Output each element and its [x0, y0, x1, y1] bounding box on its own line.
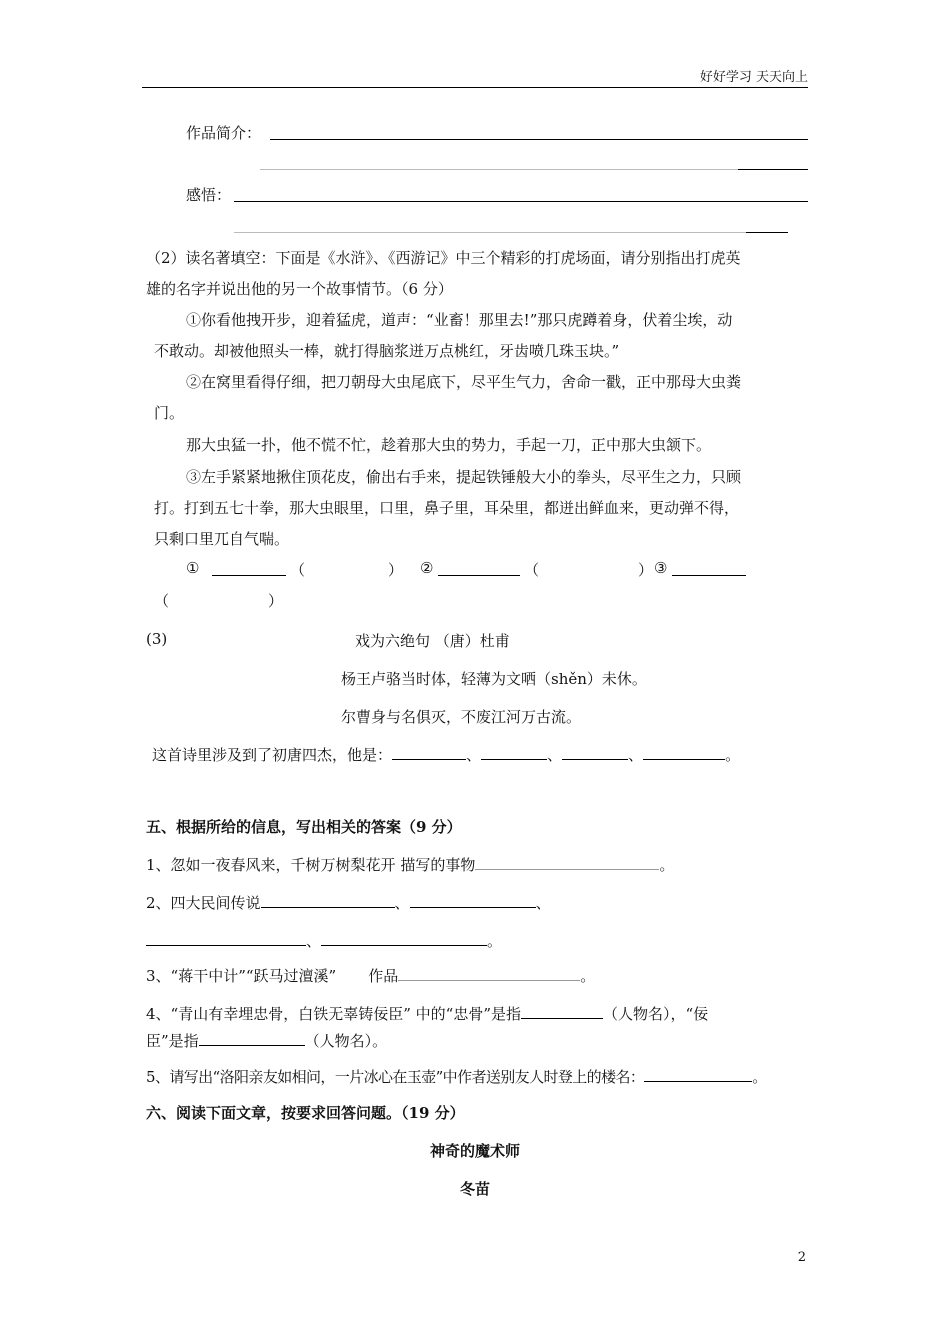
s5-q2-blank-4[interactable] [321, 931, 487, 946]
q2-passage-2-line-3: 那大虫猛一扑，他不慌不忙，趁着那大虫的势力，手起一刀，正中那大虫颔下。 [186, 436, 712, 454]
q2-answer-2-blank[interactable] [438, 575, 520, 576]
q3-number: (3) [146, 630, 168, 648]
q2-passage-3-line-1: ③左手紧紧地揪住顶花皮，偷出右手来，提起铁锤般大小的拳头，尽平生之力，只顾 [186, 468, 742, 486]
s5-q3-text: 3、“蒋干中计”“跃马过澶溪” [146, 967, 337, 985]
q2-passage-1-line-1: ①你看他拽开步，迎着猛虎，道声：“业畜！那里去!”那只虎蹲着身，伏着尘埃，动 [186, 311, 733, 329]
s5-q5 [146, 1066, 767, 1087]
intro-answer-line-2-dotted [260, 169, 738, 170]
s5-q1-end: 。 [659, 856, 675, 874]
q3-blank-2[interactable] [481, 745, 547, 760]
s5-q4-text-3: 臣”是指 [146, 1032, 199, 1050]
s5-q5-text: 5、请写出“洛阳亲友如相问，一片冰心在玉壶”中作者送别友人时登上的楼名： [146, 1068, 645, 1086]
q2-answer-marker-2: ② [420, 559, 434, 577]
q3-end: 。 [725, 746, 741, 764]
q3-blank-3[interactable] [562, 745, 628, 760]
s5-q2-sep-2: 、 [535, 894, 551, 912]
s5-q4-text: 4、“青山有幸埋忠骨，白铁无辜铸佞臣” 中的“忠骨”是指 [146, 1005, 521, 1023]
s5-q1 [146, 854, 674, 875]
s5-q4-text-4: （人物名）。 [304, 1032, 388, 1050]
page-header: 好好学习 天天向上 [699, 70, 808, 85]
q2-answer-marker-1: ① [186, 559, 200, 577]
q2-answer-3-blank[interactable] [672, 575, 746, 576]
header-rule [142, 87, 808, 88]
poem-title: 戏为六绝句 （唐）杜甫 [355, 632, 510, 650]
article-author: 冬苗 [459, 1180, 490, 1198]
q2-answer-3-paren-close: ） [268, 592, 284, 610]
s5-q5-end: 。 [752, 1068, 767, 1086]
s5-q2-text: 2、四大民间传说 [146, 894, 261, 912]
section-6-heading: 六、阅读下面文章，按要求回答问题。（19 分） [146, 1104, 465, 1122]
s5-q4-blank-1[interactable] [521, 1004, 603, 1019]
poem-line-1: 杨王卢骆当时体，轻薄为文哂（shěn）未休。 [341, 670, 647, 688]
s5-q2-sep-3: 、 [306, 932, 322, 950]
s5-q2-blank-2[interactable] [410, 893, 536, 908]
q2-answer-marker-3: ③ [654, 559, 668, 577]
q2-answer-1-paren-close: ） [388, 561, 404, 579]
q2-answer-1-paren-open: （ [290, 561, 306, 579]
q2-answer-1-blank[interactable] [212, 575, 286, 576]
s5-q4-blank-2[interactable] [199, 1031, 305, 1046]
q3-blank-4[interactable] [643, 745, 725, 760]
s5-q4-text-2: （人物名），“佞 [603, 1005, 709, 1023]
s5-q2-continued [146, 930, 502, 951]
s5-q3-end: 。 [580, 967, 596, 985]
q2-passage-2-line-1: ②在窝里看得仔细，把刀朝母大虫尾底下，尽平生气力，舍命一戳，正中那母大虫粪 [186, 373, 742, 391]
s5-q2-blank-1[interactable] [261, 893, 395, 908]
q2-passage-3-line-2: 打。打到五七十拳，那大虫眼里，口里，鼻子里，耳朵里，都迸出鲜血来，更动弹不得， [154, 499, 740, 517]
q2-answer-2-paren-close: ） [638, 561, 654, 579]
feeling-answer-line-2-dotted [234, 232, 746, 233]
intro-answer-line-2[interactable] [738, 169, 808, 170]
s5-q2-end: 。 [487, 932, 503, 950]
q3-sep-2: 、 [547, 746, 563, 764]
q2-answer-2-paren-open: （ [524, 561, 540, 579]
q3-sep-3: 、 [628, 746, 644, 764]
s5-q2-sep-1: 、 [394, 894, 410, 912]
s5-q2 [146, 892, 551, 913]
feeling-answer-line-2[interactable] [746, 232, 788, 233]
article-title: 神奇的魔术师 [429, 1142, 520, 1160]
s5-q3-blank[interactable] [398, 966, 580, 981]
intro-label: 作品简介： [186, 124, 262, 142]
q2-passage-3-line-3: 只剩口里兀自气喘。 [154, 530, 290, 548]
q2-prompt-line-2: 雄的名字并说出他的另一个故事情节。（6 分） [146, 280, 453, 298]
q2-passage-2-line-2: 门。 [154, 404, 185, 422]
feeling-answer-line-1[interactable] [234, 201, 808, 202]
s5-q1-blank[interactable] [475, 855, 659, 870]
s5-q2-blank-3[interactable] [146, 931, 306, 946]
intro-answer-line-1[interactable] [270, 139, 808, 140]
q3-question-text: 这首诗里涉及到了初唐四杰，他是： [152, 746, 393, 764]
section-5-heading: 五、根据所给的信息，写出相关的答案（9 分） [146, 818, 462, 836]
poem-line-2: 尔曹身与名俱灭，不废江河万古流。 [341, 708, 582, 726]
s5-q4-line-2 [146, 1030, 387, 1051]
q2-answer-3-paren-open: （ [154, 592, 170, 610]
q2-prompt-line-1: （2）读名著填空：下面是《水浒》、《西游记》中三个精彩的打虎场面，请分别指出打虎英 [146, 249, 741, 267]
q3-blank-1[interactable] [392, 745, 466, 760]
s5-q4-line-1 [146, 1003, 708, 1024]
q3-question [152, 744, 740, 765]
s5-q3-label: 作品 [368, 967, 399, 985]
s5-q3 [146, 965, 595, 986]
q2-passage-1-line-2: 不敢动。却被他照头一棒，就打得脑浆迸万点桃红，牙齿喷几珠玉块。” [154, 342, 620, 360]
q3-sep-1: 、 [466, 746, 482, 764]
page-number: 2 [797, 1250, 806, 1265]
s5-q1-text: 1、忽如一夜春风来，千树万树梨花开 描写的事物 [146, 856, 476, 874]
s5-q5-blank[interactable] [644, 1067, 752, 1082]
feeling-label: 感悟： [186, 186, 232, 204]
